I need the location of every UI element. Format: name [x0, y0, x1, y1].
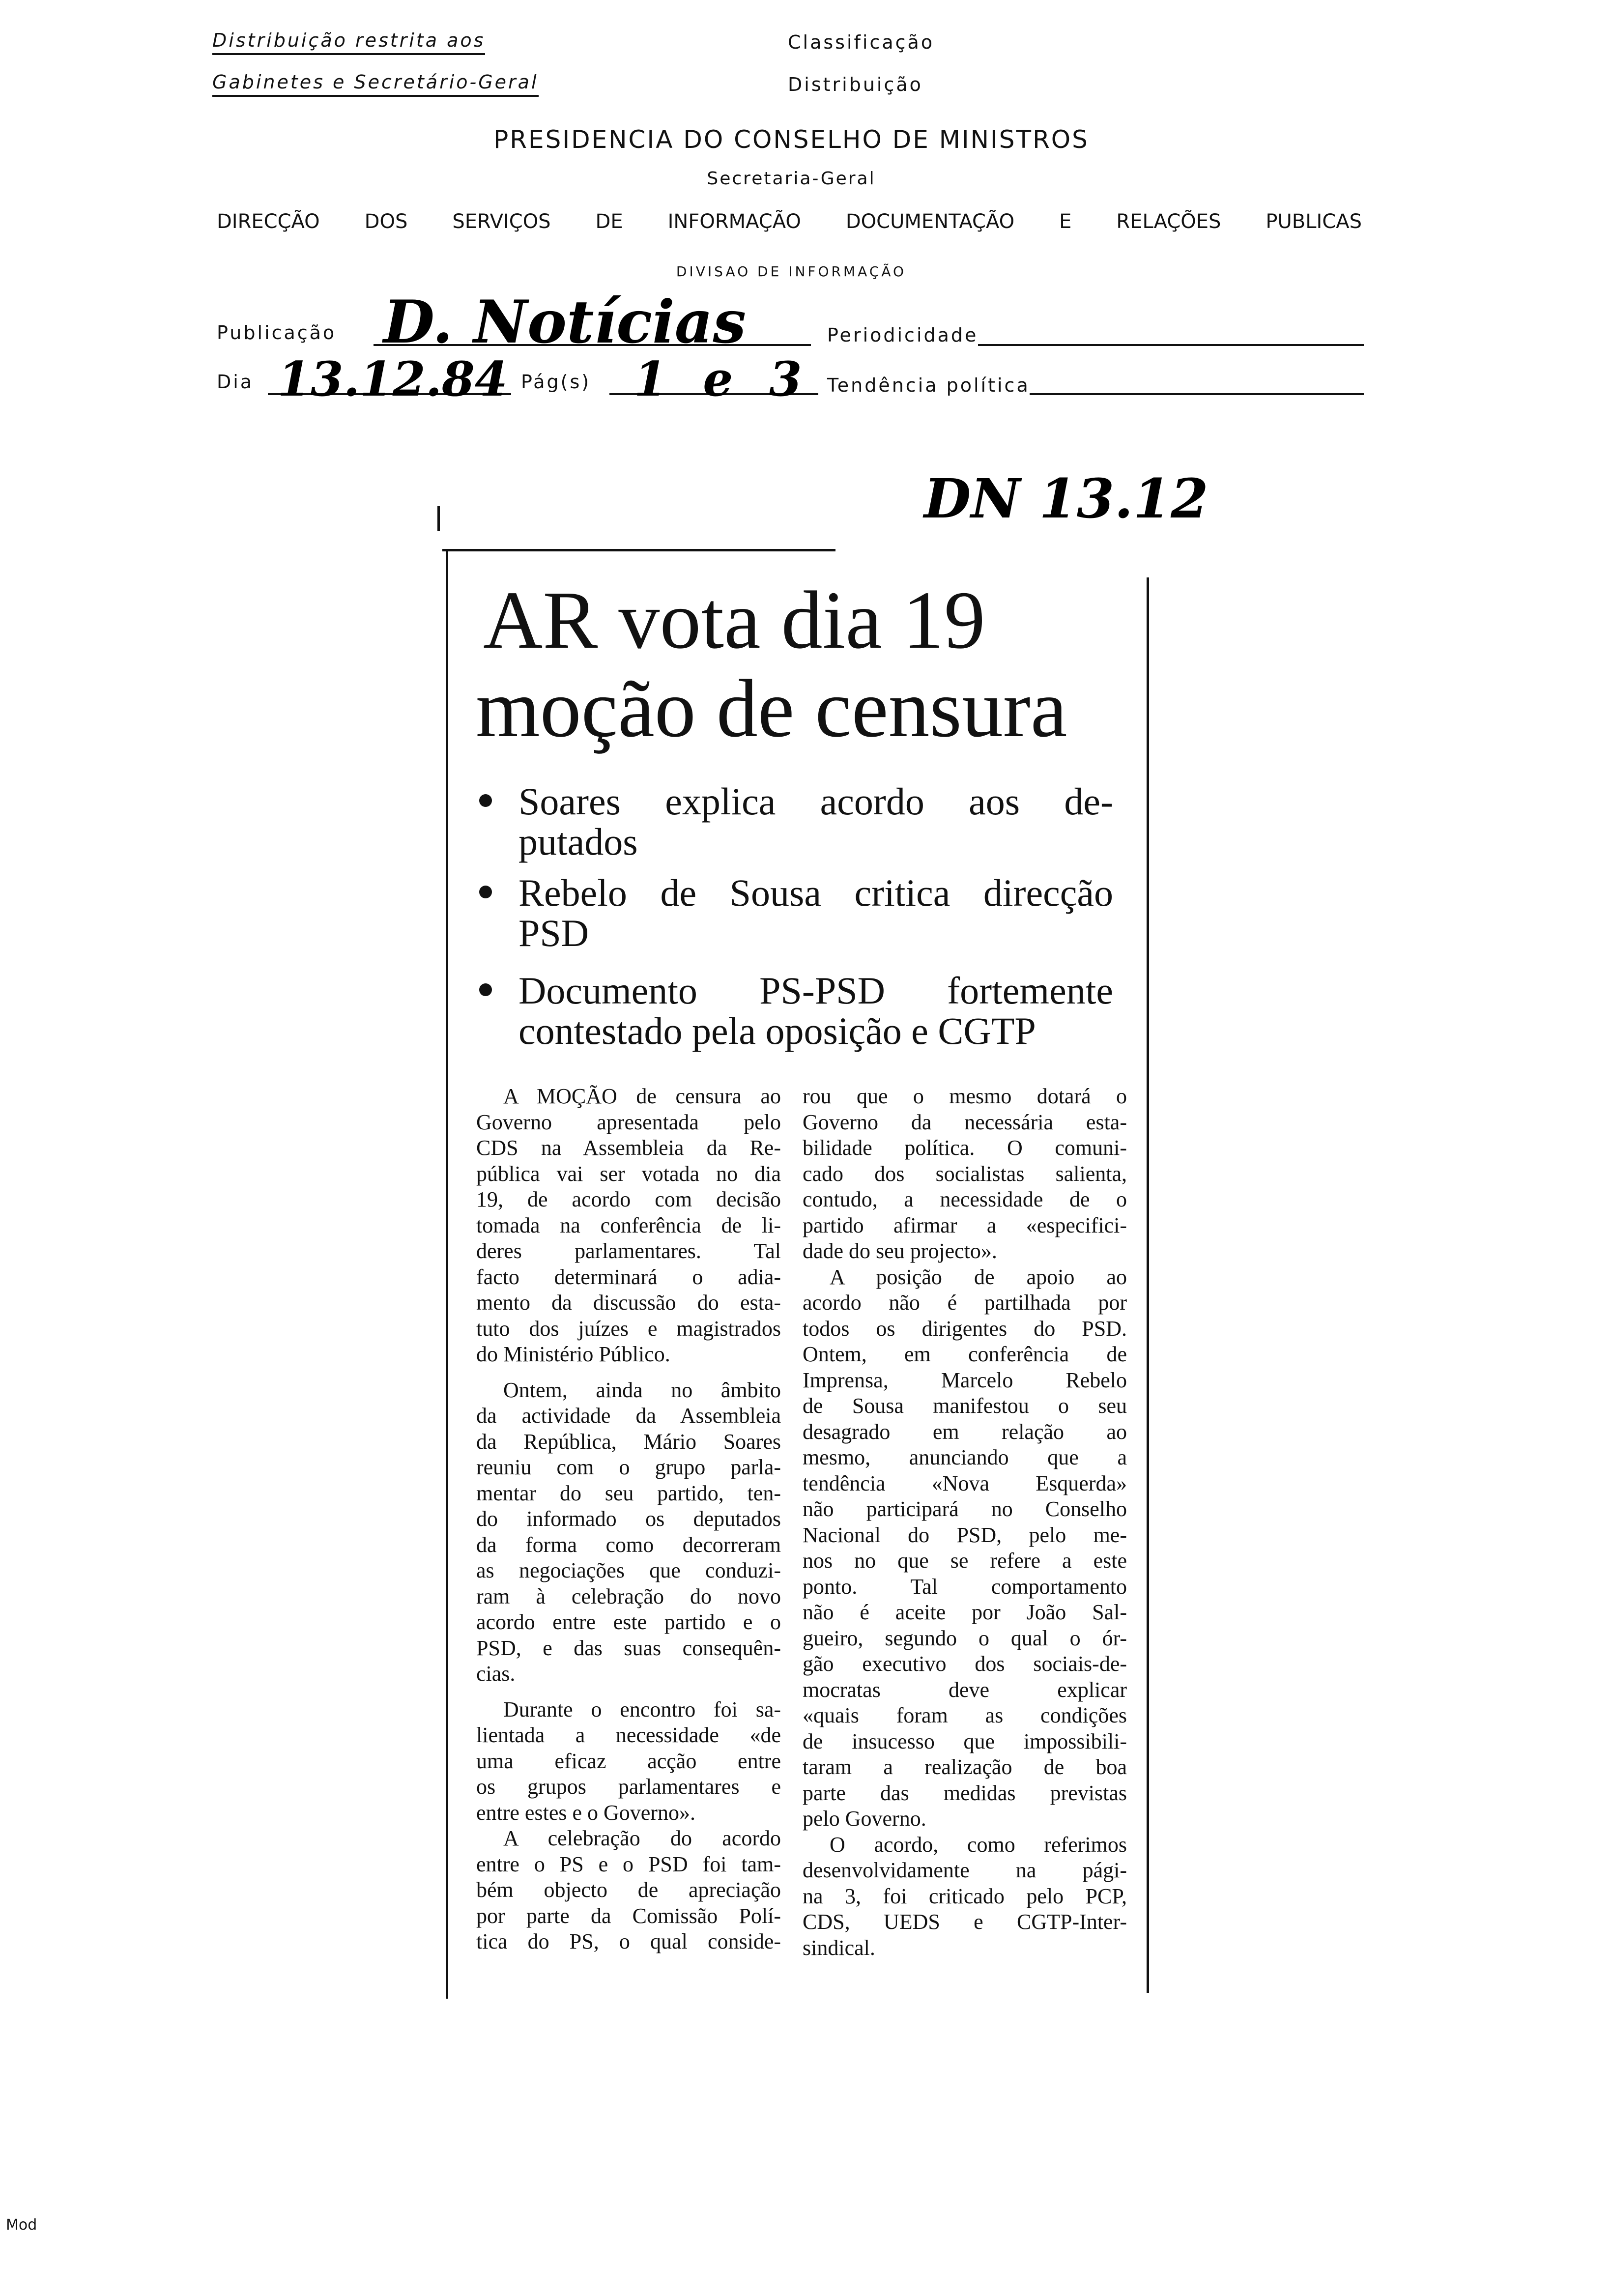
- article-text-line: reuniu com o grupo parla-: [476, 1455, 781, 1479]
- bullet-line: Documento PS-PSD fortemente: [518, 969, 1113, 1012]
- headline-line2: moção de censura: [476, 663, 1067, 754]
- article-text-line: Governo da necessária esta-: [803, 1110, 1127, 1134]
- article-text-line: da forma como decorreram: [476, 1532, 781, 1557]
- periodicity-label: Periodicidade: [827, 324, 979, 346]
- periodicity-field-line: [978, 344, 1364, 346]
- headline-line1: AR vota dia 19: [483, 574, 985, 666]
- article-text-line: mocratas deve explicar: [803, 1677, 1127, 1702]
- article-text-line: desagrado em relação ao: [803, 1419, 1127, 1444]
- article-text-line: não participará no Conselho: [803, 1497, 1127, 1521]
- article-text-line: cado dos socialistas salienta,: [803, 1161, 1127, 1186]
- clip-top-border: [442, 549, 835, 551]
- article-text-line: facto determinará o adia-: [476, 1264, 781, 1289]
- article-text-line: ponto. Tal comportamento: [803, 1574, 1127, 1599]
- article-text-line: de Sousa manifestou o seu: [803, 1394, 1127, 1418]
- article-text-line: acordo não é partilhada por: [803, 1291, 1127, 1315]
- article-text-line: uma eficaz acção entre: [476, 1749, 781, 1773]
- article-text-line: PSD, e das suas consequên-: [476, 1636, 781, 1660]
- article-text-line: tica do PS, o qual conside-: [476, 1929, 781, 1953]
- article-text-line: entre estes e o Governo».: [476, 1800, 695, 1825]
- article-text-line: do informado os deputados: [476, 1507, 781, 1531]
- bullet-icon: [479, 886, 492, 898]
- article-text-line: deres parlamentares. Tal: [476, 1239, 781, 1263]
- article-text-line: A celebração do acordo: [503, 1826, 781, 1850]
- division: DIVISAO DE INFORMAÇÃO: [676, 263, 907, 280]
- article-text-line: Durante o encontro foi sa-: [503, 1697, 781, 1722]
- article-text-line: rou que o mesmo dotará o: [803, 1084, 1127, 1108]
- article-text-line: sindical.: [803, 1935, 875, 1960]
- article-text-line: na 3, foi criticado pelo PCP,: [803, 1884, 1127, 1908]
- archive-stamp: DN 13.12: [924, 467, 1209, 530]
- summary-bullet: [479, 873, 1113, 953]
- article-column-2: [803, 1084, 1127, 1961]
- article-text-line: tuto dos juízes e magistrados: [476, 1316, 781, 1341]
- article-text-line: as negociações que conduzi-: [476, 1558, 781, 1582]
- article-text-line: mento da discussão do esta-: [476, 1291, 781, 1315]
- article-text-line: da República, Mário Soares: [476, 1429, 781, 1454]
- bullet-icon: [479, 983, 492, 996]
- bullet-line: Soares explica acordo aos de-: [518, 780, 1113, 823]
- article-text-line: tomada na conferência de li-: [476, 1213, 781, 1237]
- publication-label: Publicação: [217, 322, 337, 344]
- article-text-line: os grupos parlamentares e: [476, 1775, 781, 1799]
- article-text-line: entre o PS e o PSD foi tam-: [476, 1852, 781, 1876]
- bullet-icon: [479, 794, 492, 807]
- clip-right-border: [1147, 577, 1149, 1993]
- pages-value: 1 e 3: [634, 351, 802, 407]
- article-text-line: de insucesso que impossibili-: [803, 1729, 1127, 1753]
- article-text-line: bém objecto de apreciação: [476, 1878, 781, 1902]
- article-text-line: do Ministério Público.: [476, 1342, 670, 1366]
- article-text-line: gão executivo dos sociais-de-: [803, 1652, 1127, 1676]
- article-text-line: mentar do seu partido, ten-: [476, 1481, 781, 1505]
- tendency-label: Tendência política: [827, 374, 1030, 396]
- bullet-line: Rebelo de Sousa critica direcção: [518, 871, 1113, 914]
- article-text-line: da actividade da Assembleia: [476, 1404, 781, 1428]
- classification-label: Classificação: [788, 31, 935, 53]
- article-text-line: Governo apresentada pelo: [476, 1110, 781, 1134]
- article-text-line: ram à celebração do novo: [476, 1584, 781, 1608]
- article-text-line: tendência «Nova Esquerda»: [803, 1471, 1127, 1495]
- article-text-line: Nacional do PSD, pelo me-: [803, 1522, 1127, 1547]
- form-code: Mod: [6, 2216, 37, 2234]
- article-text-line: todos os dirigentes do PSD.: [803, 1316, 1127, 1341]
- pages-label: Pág(s): [521, 371, 591, 393]
- article-text-line: contudo, a necessidade de o: [803, 1187, 1127, 1211]
- article-text-line: partido afirmar a «especifici-: [803, 1213, 1127, 1237]
- article-text-line: dade do seu projecto».: [803, 1239, 997, 1263]
- article-text-line: pelo Governo.: [803, 1807, 926, 1831]
- article-text-line: taram a realização de boa: [803, 1755, 1127, 1779]
- distribution-restricted-line1: Distribuição restrita aos: [212, 29, 485, 55]
- bullet-line: putados: [518, 820, 638, 863]
- article-text-line: mesmo, anunciando que a: [803, 1445, 1127, 1469]
- article-text-line: Ontem, ainda no âmbito: [503, 1378, 781, 1402]
- article-text-line: Imprensa, Marcelo Rebelo: [803, 1368, 1127, 1392]
- article-text-line: bilidade política. O comuni-: [803, 1136, 1127, 1160]
- distribution-label: Distribuição: [788, 74, 923, 95]
- article-text-line: A posição de apoio ao: [830, 1264, 1127, 1289]
- bullet-line: contestado pela oposição e CGTP: [518, 1009, 1036, 1052]
- article-text-line: cias.: [476, 1662, 516, 1686]
- summary-bullet: [479, 781, 1113, 862]
- article-text-line: nos no que se refere a este: [803, 1549, 1127, 1573]
- article-text-line: gueiro, segundo o qual o ór-: [803, 1626, 1127, 1650]
- paragraph-gap: [476, 1368, 781, 1378]
- distribution-restricted-line2: Gabinetes e Secretário-Geral: [212, 71, 539, 97]
- clip-left-border: [446, 549, 448, 1999]
- summary-bullet: [479, 971, 1113, 1051]
- directorate: DIRECÇÃO DOS SERVIÇOS DE INFORMAÇÃO DOCUMENTAÇÃO E RELAÇÕES PUBLICAS: [217, 210, 1362, 233]
- article-text-line: pública vai ser votada no dia: [476, 1161, 781, 1186]
- article-text-line: lientada a necessidade «de: [476, 1723, 781, 1747]
- article-text-line: 19, de acordo com decisão: [476, 1187, 781, 1211]
- article-text-line: CDS, UEDS e CGTP-Inter-: [803, 1910, 1127, 1934]
- tendency-field-line: [1030, 393, 1364, 395]
- publication-value: D. Notícias: [383, 287, 747, 357]
- secretariat: Secretaria-Geral: [707, 169, 876, 189]
- paragraph-gap: [476, 1687, 781, 1697]
- article-text-line: A MOÇÃO de censura ao: [503, 1084, 781, 1108]
- article-text-line: não é aceite por João Sal-: [803, 1600, 1127, 1624]
- org-title: PRESIDENCIA DO CONSELHO DE MINISTROS: [493, 125, 1089, 154]
- day-label: Dia: [217, 371, 254, 393]
- article-text-line: O acordo, como referimos: [830, 1832, 1127, 1857]
- article-text-line: Ontem, em conferência de: [803, 1342, 1127, 1366]
- day-value: 13.12.84: [278, 351, 508, 407]
- article-text-line: parte das medidas previstas: [803, 1780, 1127, 1805]
- article-column-1: [476, 1084, 781, 1955]
- bullet-line: PSD: [518, 912, 589, 954]
- article-text-line: CDS na Assembleia da Re-: [476, 1136, 781, 1160]
- article-text-line: por parte da Comissão Polí-: [476, 1903, 781, 1928]
- article-text-line: acordo entre este partido e o: [476, 1610, 781, 1634]
- article-text-line: «quais foram as condições: [803, 1703, 1127, 1727]
- article-text-line: desenvolvidamente na pági-: [803, 1858, 1127, 1882]
- clip-mark: [437, 506, 440, 531]
